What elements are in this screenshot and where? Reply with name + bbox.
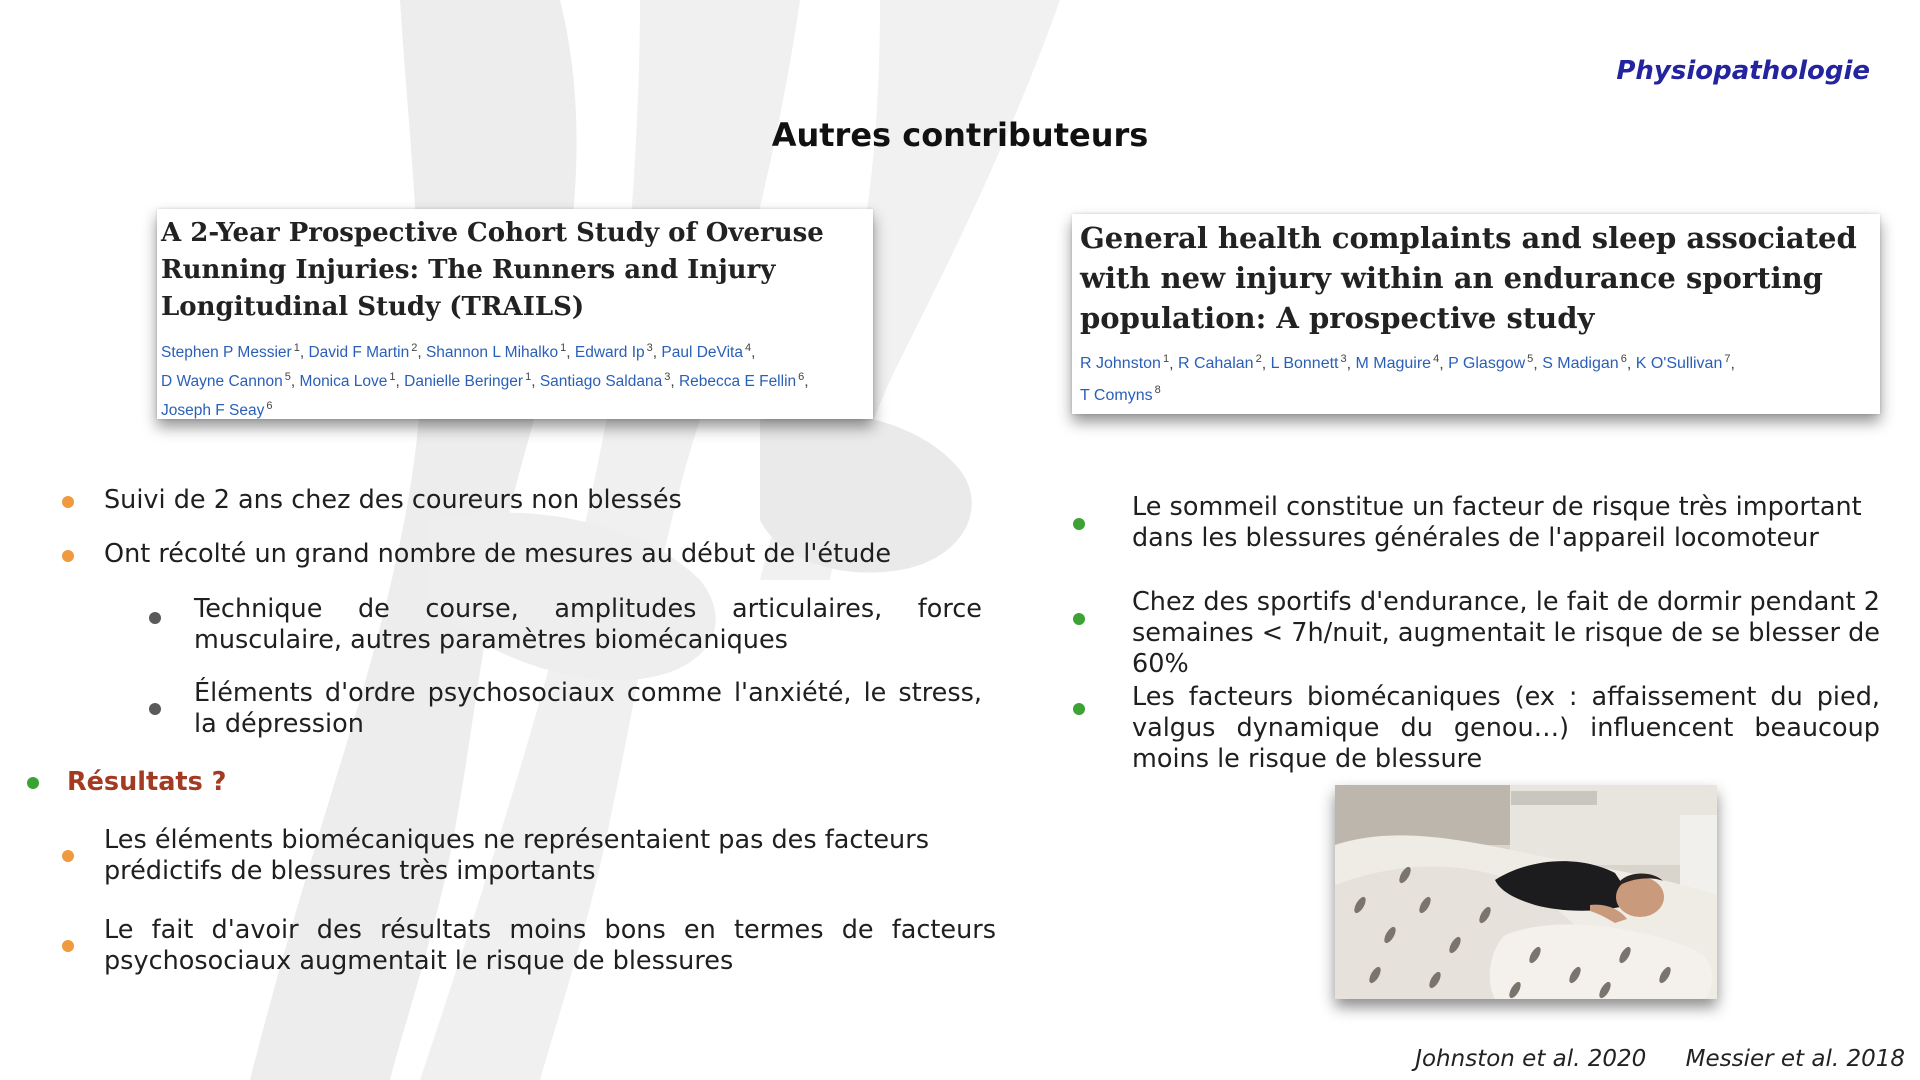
author-link[interactable]: S Madigan $^6$	[1542, 353, 1627, 373]
bullet-text: Les facteurs biomécaniques (ex : affaissement du pied, valgus dynamique du genou…) influencent beaucoup moins le risque de blessure	[1132, 682, 1880, 774]
author-link[interactable]: David F Martin $^2$	[308, 342, 418, 362]
paper-card-messier	[157, 209, 873, 419]
paper-title: General health complaints and sleep associated with new injury within an endurance sporting population: A prospective study	[1080, 221, 1857, 335]
paper-card-johnston	[1072, 214, 1880, 414]
bullet-gray	[149, 612, 161, 624]
results-heading: Résultats ?	[67, 767, 227, 797]
author-link[interactable]: L Bonnett $^3$	[1270, 353, 1347, 373]
bullet-orange	[62, 550, 74, 562]
bullet-gray	[149, 703, 161, 715]
bullet-text: Le sommeil constitue un facteur de risque très important dans les blessures générales de l'appareil locomoteur	[1132, 492, 1862, 553]
author-link[interactable]: K O'Sullivan $^7$	[1635, 353, 1731, 373]
sub-bullet-text: Technique de course, amplitudes articulaires, force musculaire, autres paramètres biomécaniques	[194, 594, 982, 655]
reference-johnston: Johnston et al. 2020	[1415, 1046, 1647, 1072]
bullet-green	[1073, 613, 1085, 625]
author-link[interactable]: Rebecca E Fellin $^6$	[678, 371, 805, 391]
bullet-text: Suivi de 2 ans chez des coureurs non blessés	[104, 485, 682, 515]
author-link[interactable]: Santiago Saldana $^3$	[539, 371, 671, 391]
bullet-text: Ont récolté un grand nombre de mesures au début de l'étude	[104, 539, 892, 569]
paper-title: A 2-Year Prospective Cohort Study of Overuse Running Injuries: The Runners and Injury Longitudinal Study (TRAILS)	[161, 218, 824, 322]
sub-bullet-text: Éléments d'ordre psychosociaux comme l'anxiété, le stress, la dépression	[194, 678, 982, 739]
slide-title: Autres contributeurs	[771, 116, 1149, 154]
author-link[interactable]: M Maguire $^4$	[1355, 353, 1440, 373]
bullet-green	[1073, 703, 1085, 715]
author-link[interactable]: Monica Love $^1$	[299, 371, 396, 391]
author-list: Stephen P Messier $^1$, David F Martin $^2$, Shannon L Mihalko $^1$, Edward Ip $^3$, Paul DeVita $^4$, D Wayne Cannon $^5$, Monica Love $^1$, Danielle Beringer $^1$, Santiago Saldana $^3$, Rebecca E Fellin $^6$, Joseph F Seay $^6$	[161, 342, 809, 420]
section-label: Physiopathologie	[1616, 56, 1870, 86]
bullet-text: Les éléments biomécaniques ne représentaient pas des facteurs prédictifs de blessures très importants	[104, 825, 929, 886]
bullet-orange	[62, 850, 74, 862]
bullet-text: Chez des sportifs d'endurance, le fait de dormir pendant 2 semaines < 7h/nuit, augmentait le risque de se blesser de 60%	[1132, 587, 1880, 679]
author-link[interactable]: Shannon L Mihalko $^1$	[425, 342, 567, 362]
bullet-green	[1073, 518, 1085, 530]
author-link[interactable]: Joseph F Seay $^6$	[161, 400, 273, 420]
author-link[interactable]: Stephen P Messier $^1$	[161, 342, 300, 362]
author-list: R Johnston $^1$, R Cahalan $^2$, L Bonnett $^3$, M Maguire $^4$, P Glasgow $^5$, S Madigan $^6$, K O'Sullivan $^7$, T Comyns $^8$	[1080, 353, 1735, 404]
bullet-orange	[62, 940, 74, 952]
author-link[interactable]: Paul DeVita $^4$	[661, 342, 752, 362]
bullet-green	[27, 777, 39, 789]
author-link[interactable]: R Cahalan $^2$	[1177, 353, 1262, 373]
author-link[interactable]: R Johnston $^1$	[1080, 353, 1170, 373]
reference-messier: Messier et al. 2018	[1685, 1046, 1905, 1072]
bullet-text: Le fait d'avoir des résultats moins bons en termes de facteurs psychosociaux augmentait le risque de blessures	[104, 915, 996, 976]
author-link[interactable]: Danielle Beringer $^1$	[404, 371, 532, 391]
bullet-orange	[62, 496, 74, 508]
author-link[interactable]: Edward Ip $^3$	[574, 342, 653, 362]
sleeping-person-photo	[1335, 785, 1717, 999]
author-link[interactable]: D Wayne Cannon $^5$	[161, 371, 291, 391]
author-link[interactable]: T Comyns $^8$	[1080, 384, 1161, 404]
references	[1415, 1046, 1905, 1072]
author-link[interactable]: P Glasgow $^5$	[1448, 353, 1534, 373]
